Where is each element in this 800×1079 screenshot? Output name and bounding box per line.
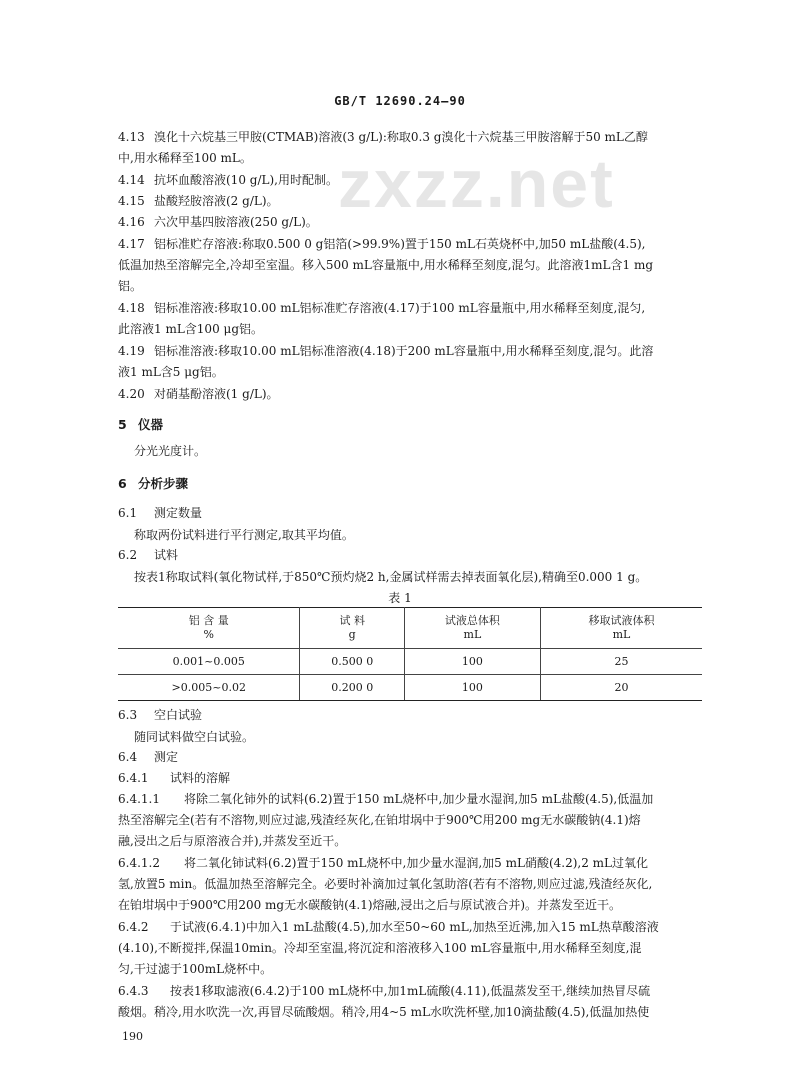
clause-title: 空白试验 xyxy=(154,708,203,722)
table-unit-cell: g xyxy=(300,628,404,649)
clause-text-cont: 铝。 xyxy=(118,279,143,293)
table-header-cell: 试液总体积 xyxy=(404,608,540,629)
clause-text: 抗坏血酸溶液(10 g/L),用时配制。 xyxy=(154,173,338,187)
clause-6-4-1-2 xyxy=(118,855,648,871)
table-cell: 0.200 0 xyxy=(300,675,404,701)
table-header-cell: 铝 含 量 xyxy=(118,608,300,629)
clause-number: 4.20 xyxy=(118,387,145,401)
clause-text-cont: 融,浸出之后与原溶液合并),并蒸发至近干。 xyxy=(118,834,347,848)
section-5-heading xyxy=(118,415,163,433)
clause-6-4-1 xyxy=(118,770,230,786)
table-cell: 100 xyxy=(404,649,540,675)
clause-number: 6.4.3 xyxy=(118,984,149,998)
section-title: 分析步骤 xyxy=(138,476,189,491)
table-cell: 100 xyxy=(404,675,540,701)
table-cell: 25 xyxy=(540,649,702,675)
table-header-cell: 移取试液体积 xyxy=(540,608,702,629)
table-row xyxy=(118,649,702,675)
clause-text: 六次甲基四胺溶液(250 g/L)。 xyxy=(154,215,318,229)
clause-text: 按表1移取滤液(6.4.2)于100 mL烧杯中,加1mL硫酸(4.11),低温蒸发至干,继续加热冒尽硫 xyxy=(170,984,651,998)
clause-6-3-body: 随同试料做空白试验。 xyxy=(134,730,255,744)
table-caption: 表 1 xyxy=(388,591,412,605)
clause-title: 试料 xyxy=(154,548,179,562)
clause-text: 对硝基酚溶液(1 g/L)。 xyxy=(154,387,279,401)
clause-number: 4.16 xyxy=(118,215,145,229)
table-header-row xyxy=(118,608,702,629)
clause-text: 于试液(6.4.1)中加入1 mL盐酸(4.5),加水至50~60 mL,加热至近沸,加入15 mL热草酸溶液 xyxy=(170,920,659,934)
clause-text-cont: 热至溶解完全(若有不溶物,则应过滤,残渣经灰化,在铂坩埚中于900℃用200 mg无水碳酸钠(4.1)熔 xyxy=(118,813,641,827)
clause-6-1 xyxy=(118,505,202,521)
clause-6-4-1-1 xyxy=(118,791,653,807)
reagent-4-18 xyxy=(118,300,645,316)
reagent-4-19 xyxy=(118,343,653,359)
clause-number: 6.3 xyxy=(118,708,138,722)
clause-text-cont: 酸烟。稍冷,用水吹洗一次,再冒尽硫酸烟。稍冷,用4~5 mL水吹洗杯壁,加10滴盐酸(4.5),低温加热使 xyxy=(118,1005,650,1019)
clause-text: 盐酸羟胺溶液(2 g/L)。 xyxy=(154,194,279,208)
table-unit-cell: % xyxy=(118,628,300,649)
clause-number: 4.15 xyxy=(118,194,145,208)
table-unit-cell: mL xyxy=(540,628,702,649)
clause-number: 4.17 xyxy=(118,237,145,251)
reagent-4-15 xyxy=(118,193,279,209)
clause-text-cont: 中,用水稀释至100 mL。 xyxy=(118,151,252,165)
clause-text-cont: 低温加热至溶解完全,冷却至室温。移入500 mL容量瓶中,用水稀释至刻度,混匀。此溶液1mL含1 mg xyxy=(118,258,654,272)
reagent-4-17 xyxy=(118,236,645,252)
section-title: 仪器 xyxy=(138,417,164,432)
reagent-4-16 xyxy=(118,214,318,230)
section-5-body: 分光光度计。 xyxy=(134,444,207,458)
clause-6-2 xyxy=(118,547,178,563)
clause-text-cont: 氢,放置5 min。低温加热至溶解完全。必要时补滴加过氧化氢助溶(若有不溶物,则应过滤,残渣经灰化, xyxy=(118,877,653,891)
clause-number: 4.13 xyxy=(118,130,145,144)
clause-number: 4.18 xyxy=(118,301,145,315)
table-cell: 0.500 0 xyxy=(300,649,404,675)
clause-number: 6.2 xyxy=(118,548,138,562)
table-cell: >0.005~0.02 xyxy=(118,675,300,701)
clause-number: 6.4.2 xyxy=(118,920,149,934)
reagent-4-20 xyxy=(118,386,279,402)
clause-number: 4.14 xyxy=(118,173,145,187)
clause-text: 将除二氧化铈外的试料(6.2)置于150 mL烧杯中,加少量水湿润,加5 mL盐酸(4.5),低温加 xyxy=(184,792,654,806)
clause-title: 测定数量 xyxy=(154,506,203,520)
clause-number: 6.4.1.2 xyxy=(118,856,160,870)
table-header-cell: 试 料 xyxy=(300,608,404,629)
clause-text: 铝标准贮存溶液:称取0.500 0 g铝箔(>99.9%)置于150 mL石英烧杯中,加50 mL盐酸(4.5), xyxy=(154,237,646,251)
clause-number: 6.4.1 xyxy=(118,771,149,785)
clause-number: 6.4.1.1 xyxy=(118,792,160,806)
clause-text-cont: (4.10),不断搅拌,保温10min。冷却至室温,将沉淀和溶液移入100 mL容量瓶中,用水稀释至刻度,混 xyxy=(118,941,642,955)
table-1 xyxy=(118,607,702,701)
section-number: 6 xyxy=(118,476,127,491)
section-6-heading xyxy=(118,474,188,492)
table-cell: 0.001~0.005 xyxy=(118,649,300,675)
clause-6-2-body: 按表1称取试料(氧化物试样,于850℃预灼烧2 h,金属试样需去掉表面氧化层),精确至0.000 1 g。 xyxy=(134,570,648,584)
clause-text-cont: 匀,干过滤于100mL烧杯中。 xyxy=(118,962,273,976)
table-row xyxy=(118,675,702,701)
clause-text-cont: 此溶液1 mL含100 μg铝。 xyxy=(118,322,263,336)
clause-number: 4.19 xyxy=(118,344,145,358)
clause-title: 试料的溶解 xyxy=(170,771,231,785)
table-unit-row xyxy=(118,628,702,649)
clause-text-cont: 液1 mL含5 μg铝。 xyxy=(118,365,224,379)
clause-number: 6.4 xyxy=(118,750,138,764)
page-number: 190 xyxy=(122,1030,143,1043)
clause-text: 溴化十六烷基三甲胺(CTMAB)溶液(3 g/L):称取0.3 g溴化十六烷基三甲胺溶解于50 mL乙醇 xyxy=(154,130,648,144)
watermark: zxzz.net xyxy=(338,146,615,222)
clause-text: 铝标准溶液:移取10.00 mL铝标准贮存溶液(4.17)于100 mL容量瓶中,用水稀释至刻度,混匀, xyxy=(154,301,646,315)
clause-text: 将二氧化铈试料(6.2)置于150 mL烧杯中,加少量水湿润,加5 mL硝酸(4.2),2 mL过氧化 xyxy=(184,856,649,870)
clause-6-3 xyxy=(118,707,202,723)
reagent-4-14 xyxy=(118,172,338,188)
table-unit-cell: mL xyxy=(404,628,540,649)
clause-text: 铝标准溶液:移取10.00 mL铝标准溶液(4.18)于200 mL容量瓶中,用水稀释至刻度,混匀。此溶 xyxy=(154,344,654,358)
clause-title: 测定 xyxy=(154,750,179,764)
reagent-4-13 xyxy=(118,129,648,145)
clause-6-4 xyxy=(118,749,178,765)
section-number: 5 xyxy=(118,417,127,432)
standard-code-header: GB/T 12690.24—90 xyxy=(334,94,466,108)
clause-6-4-2 xyxy=(118,919,659,935)
clause-text-cont: 在铂坩埚中于900℃用200 mg无水碳酸钠(4.1)熔融,浸出之后与原试液合并)。并蒸发至近干。 xyxy=(118,898,622,912)
clause-6-1-body: 称取两份试料进行平行测定,取其平均值。 xyxy=(134,528,354,542)
clause-number: 6.1 xyxy=(118,506,138,520)
clause-6-4-3 xyxy=(118,983,650,999)
table-cell: 20 xyxy=(540,675,702,701)
